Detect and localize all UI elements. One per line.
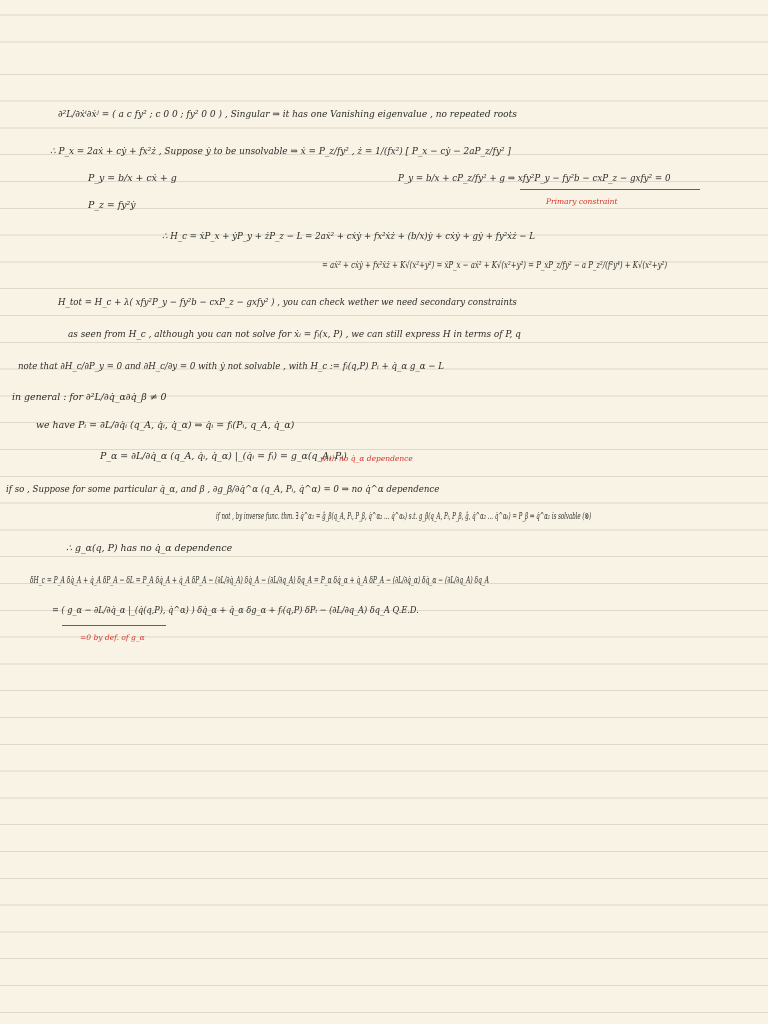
total-hamiltonian-line: H_tot = H_c + λ( xfy²P_y − fy²b − cxP_z − gxfy² ) , you can check wether we need secondary constraints — [58, 297, 517, 308]
definition-note: =0 by def. of g_α — [80, 633, 145, 642]
constraint-derivation-line: P_y = b/x + cP_z/fy² + g ⇒ xfy²P_y − fy²b − cxP_z − gxfy² = 0 — [398, 173, 671, 184]
momentum-px-line: ∴ P_x = 2aẋ + cẏ + fx²ż , Suppose ẏ to be unsolvable ⇒ ẋ = P_z/fy² , ż = 1/(fx²) [ P_x − cẏ − 2aP_z/fy² ] — [50, 146, 511, 157]
conclusion-line: ∴ g_α(q, P) has no q̇_α dependence — [66, 543, 233, 554]
express-h-line: as seen from H_c , although you can not solve for ẋᵢ = fᵢ(x, P) , we can still express H in terms of P, q — [68, 329, 521, 340]
variation-line: δH_c = P_A δq̇_A + q̇_A δP_A − δL = P_A δq̇_A + q̇_A δP_A − (∂L/∂q̇_A) δq̇_A − (∂L/∂q_A) δq_A = P_α δq̇_α + q̇_A δP_A − (∂L/∂q̇_α) δq̇_α − (∂L/∂q_A) δq_A — [30, 575, 490, 586]
in-general-line: in general : for ∂²L/∂q̇_α∂q̇_β ≠ 0 — [12, 392, 167, 403]
hessian-singular-line: ∂²L/∂ẋⁱ∂ẋʲ = ( a c fy² ; c 0 0 ; fy² 0 0 ) , Singular ⇒ it has one Vanishing eigenvalue , no repeated roots — [58, 109, 517, 120]
no-dependence-note: with no q̇_α dependence — [320, 454, 413, 463]
if-not-line: if not , by inverse func. thm. ∃ q̇^α₁ = ĝ_β(q_A, Pᵢ, P_β, q̇^α₂ … q̇^αₖ) s.t. g_β(q_A, Pᵢ, P_β, ĝ, q̇^α₂ … q̇^αₖ) = P_β ⇒ q̇^α₁ is solvable (⊗) — [216, 511, 592, 522]
primary-constraint-label: Primary constraint — [546, 197, 618, 206]
p-alpha-line: P_α = ∂L/∂q̇_α (q_A, q̇ᵢ, q̇_α) |_(q̇ᵢ = fᵢ) = g_α(q_A, Pᵢ) — [100, 451, 347, 462]
note-that-line: note that ∂H_c/∂P_y = 0 and ∂H_c/∂y = 0 with ẏ not solvable , with H_c := fᵢ(q,P) Pᵢ + q̇_α g_α − L — [18, 361, 444, 372]
variation-result-line: = ( g_α − ∂L/∂q̇_α |_(q̇(q,P), q̇^α) ) δq̇_α + q̇_α δg_α + fᵢ(q,P) δPᵢ − (∂L/∂q_A) δq_A Q.E.D. — [52, 605, 419, 616]
if-so-line: if so , Suppose for some particular q̇_α, and β , ∂g_β/∂q̇^α (q_A, Pᵢ, q̇^α) = 0 ⇒ no q̇^α dependence — [6, 484, 440, 495]
hamiltonian-simplified-line: = aẋ² + cẋẏ + fx²ẋż + K√(x²+y²) = ẋP_x − aẋ² + K√(x²+y²) = P_xP_z/fy² − a P_z²/(f²y⁴) + K√(x²+y²) — [322, 260, 668, 271]
momentum-py-line: P_y = b/x + cẋ + g — [88, 173, 177, 184]
canonical-hamiltonian-line: ∴ H_c = ẋP_x + ẏP_y + żP_z − L = 2aẋ² + cẋẏ + fx²ẋż + (b/x)ẏ + cẋẏ + gẏ + fy²ẋż − L — [162, 231, 536, 242]
primary-constraint-underline — [520, 189, 700, 190]
momentum-pz-line: P_z = fy²ẏ — [88, 200, 136, 211]
we-have-line: we have Pᵢ = ∂L/∂q̇ᵢ (q_A, q̇ᵢ, q̇_α) ⇒ q̇ᵢ = fᵢ(Pᵢ, q_A, q̇_α) — [36, 420, 295, 431]
definition-underline — [62, 625, 166, 626]
